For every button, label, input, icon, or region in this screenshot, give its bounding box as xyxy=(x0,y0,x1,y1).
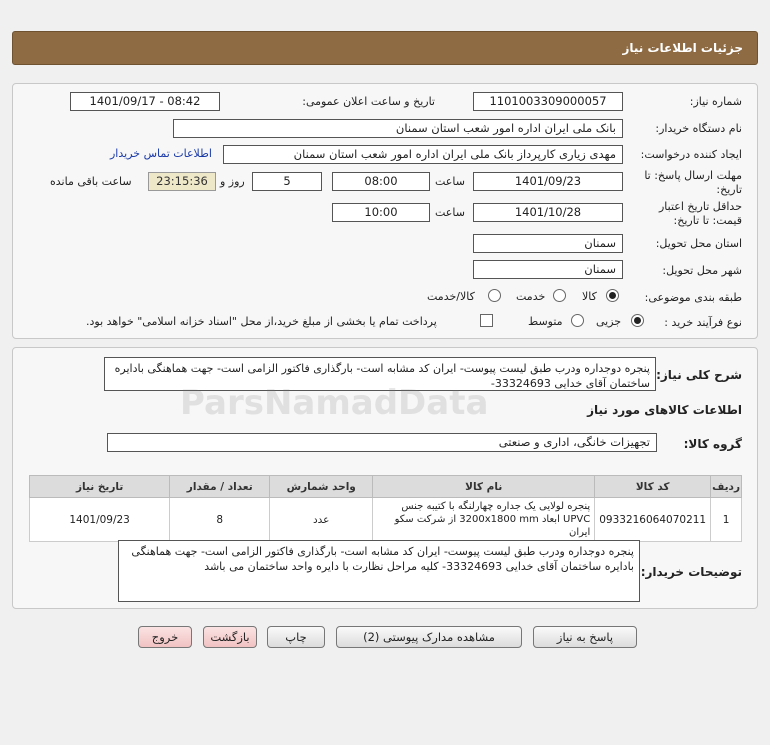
announce-label: تاریخ و ساعت اعلان عمومی: xyxy=(302,95,435,108)
validity-time-field: 10:00 xyxy=(332,203,430,222)
attachments-button[interactable]: مشاهده مدارک پیوستی (2) xyxy=(336,626,522,648)
city-label: شهر محل تحویل: xyxy=(662,264,742,277)
creator-field: مهدی زیاری کارپرداز بانک ملی ایران اداره امور شعب استان سمنان xyxy=(223,145,623,164)
province-field: سمنان xyxy=(473,234,623,253)
process-label: نوع فرآیند خرید : xyxy=(664,316,742,329)
buyer-notes-text: پنجره دوجداره ودرب طبق لیست پیوست- ایران کد مشابه است- بارگذاری فاکتور الزامی است- جهت هماهنگی بادایره ساختمان آقای خدایی 33324693- کلیه مراحل نظارت با دایره واحد ساختمان می باشد xyxy=(118,540,640,602)
deadline-time-field: 08:00 xyxy=(332,172,430,191)
col-row: ردیف xyxy=(711,476,742,498)
goods-group-label: گروه کالا: xyxy=(683,437,742,451)
cell-name: پنجره لولایی یک جداره چهارلنگه با کتیبه جنس UPVC ابعاد 3200x1800 mm از شرکت سکو ایران xyxy=(373,498,595,542)
goods-section-title: اطلاعات کالاهای مورد نیاز xyxy=(587,403,742,417)
buyer-label: نام دستگاه خریدار: xyxy=(655,122,742,135)
page-header xyxy=(12,31,758,65)
cell-unit: عدد xyxy=(270,498,373,542)
payment-note: پرداخت تمام یا بخشی از مبلغ خرید،از محل "اسناد خزانه اسلامی" خواهد بود. xyxy=(86,315,437,328)
need-number-field: 1101003309000057 xyxy=(473,92,623,111)
print-button[interactable]: چاپ xyxy=(267,626,325,648)
summary-text: پنجره دوجداره ودرب طبق لیست پیوست- ایران کد مشابه است- بارگذاری فاکتور الزامی است- جهت هماهنگی بادایره ساختمان آقای خدایی 33324693- xyxy=(104,357,656,391)
goods-table xyxy=(29,475,742,542)
goods-group-field: تجهیزات خانگی، اداری و صنعتی xyxy=(107,433,657,452)
validity-time-label: ساعت xyxy=(435,206,465,219)
col-qty: تعداد / مقدار xyxy=(170,476,270,498)
cell-code: 0933216064070211 xyxy=(595,498,711,542)
category-service-label: خدمت xyxy=(516,290,546,303)
goods-table-wrapper xyxy=(29,475,742,542)
days-label: روز و xyxy=(220,175,245,188)
summary-label: شرح کلی نیاز: xyxy=(656,368,742,382)
back-button[interactable]: بازگشت xyxy=(203,626,257,648)
cell-qty: 8 xyxy=(170,498,270,542)
announce-datetime-field: 1401/09/17 - 08:42 xyxy=(70,92,220,111)
col-unit: واحد شمارش xyxy=(270,476,373,498)
category-goods-radio[interactable] xyxy=(606,289,619,302)
remaining-time-field: 23:15:36 xyxy=(148,172,216,191)
creator-label: ایجاد کننده درخواست: xyxy=(640,148,742,161)
treasury-payment-checkbox[interactable] xyxy=(480,314,493,327)
deadline-label: مهلت ارسال پاسخ: تا تاریخ: xyxy=(644,169,742,196)
buyer-notes-label: توضیحات خریدار: xyxy=(640,565,742,579)
process-minor-label: جزیی xyxy=(596,315,622,328)
category-goods-service-radio[interactable] xyxy=(488,289,501,302)
validity-date-field: 1401/10/28 xyxy=(473,203,623,222)
city-field: سمنان xyxy=(473,260,623,279)
days-remaining-field: 5 xyxy=(252,172,322,191)
cell-date: 1401/09/23 xyxy=(30,498,170,542)
process-medium-label: متوسط xyxy=(528,315,563,328)
col-code: کد کالا xyxy=(595,476,711,498)
col-name: نام کالا xyxy=(373,476,595,498)
province-label: استان محل تحویل: xyxy=(655,237,742,250)
col-date: تاریخ نیاز xyxy=(30,476,170,498)
category-service-radio[interactable] xyxy=(553,289,566,302)
buyer-contact-link[interactable]: اطلاعات تماس خریدار xyxy=(110,147,212,160)
process-medium-radio[interactable] xyxy=(571,314,584,327)
deadline-time-label: ساعت xyxy=(435,175,465,188)
reply-button[interactable]: پاسخ به نیاز xyxy=(533,626,637,648)
exit-button[interactable]: خروج xyxy=(138,626,192,648)
remaining-label: ساعت باقی مانده xyxy=(50,175,132,188)
page-title: جزئیات اطلاعات نیاز xyxy=(622,41,743,55)
buyer-field: بانک ملی ایران اداره امور شعب استان سمنان xyxy=(173,119,623,138)
need-number-label: شماره نیاز: xyxy=(689,95,742,108)
category-label: طبقه بندی موضوعی: xyxy=(644,291,742,304)
category-goods-label: کالا xyxy=(582,290,597,303)
validity-label: حداقل تاریخ اعتبار قیمت: تا تاریخ: xyxy=(658,200,742,227)
table-row xyxy=(30,498,742,542)
category-goods-service-label: کالا/خدمت xyxy=(427,290,475,303)
process-minor-radio[interactable] xyxy=(631,314,644,327)
cell-row: 1 xyxy=(711,498,742,542)
deadline-date-field: 1401/09/23 xyxy=(473,172,623,191)
